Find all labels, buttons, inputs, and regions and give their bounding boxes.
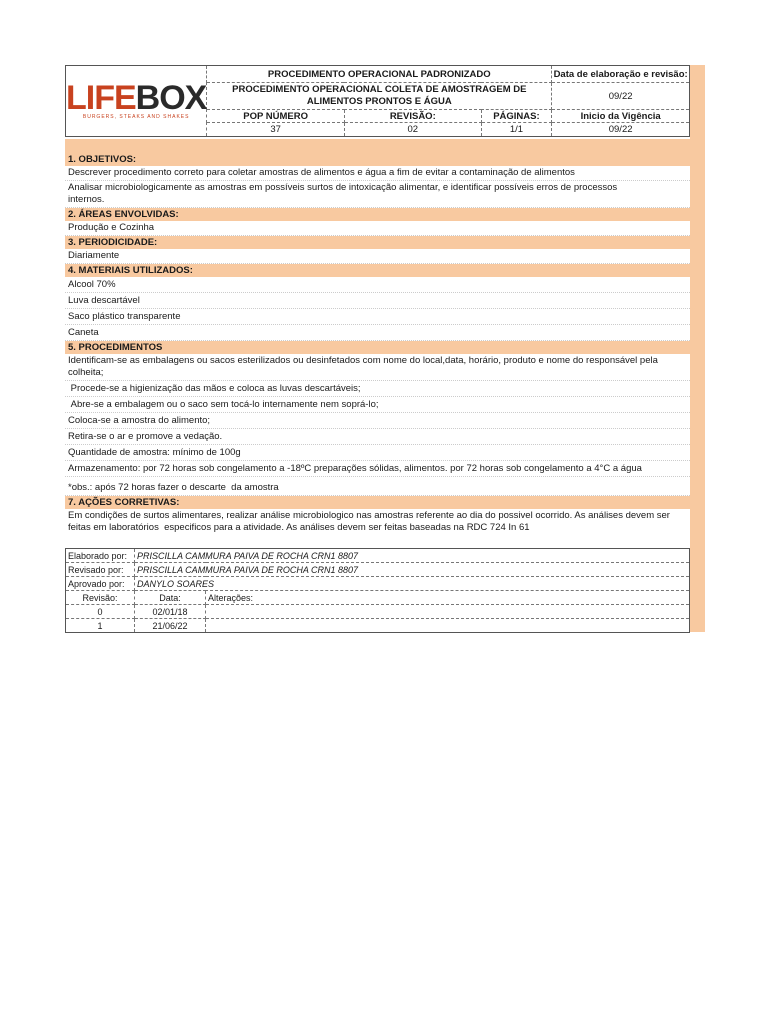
elaborated-value: PRISCILLA CAMMURA PAIVA DE ROCHA CRN1 8807: [135, 549, 690, 563]
section-procedimentos-title: 5. PROCEDIMENTOS: [65, 341, 690, 354]
logo: LIFEBOX BURGERS, STEAKS AND SHAKES: [66, 66, 207, 137]
date-label: Data de elaboração e revisão:: [552, 66, 690, 83]
materiais-item: Saco plástico transparente: [65, 309, 690, 325]
pages-label: PÁGINAS:: [481, 110, 552, 123]
procedimentos-obs: *obs.: após 72 horas fazer o descarte da amostra: [65, 477, 690, 496]
approved-label: Aprovado por:: [66, 577, 135, 591]
procedimentos-item: Quantidade de amostra: mínimo de 100g: [65, 445, 690, 461]
revision-value: 02: [344, 123, 481, 137]
document-subtitle: PROCEDIMENTO OPERACIONAL COLETA DE AMOSTRAGEM DE ALIMENTOS PRONTOS E ÁGUA: [207, 83, 552, 110]
objetivos-line-2: Analisar microbiologicamente as amostras em possíveis surtos de intoxicação alimentar, e identificar possíveis erros de processos internos.: [65, 181, 690, 208]
col-date-header: Data:: [135, 591, 206, 605]
procedimentos-item: Procede-se a higienização das mãos e coloca as luvas descartáveis;: [65, 381, 690, 397]
materiais-item: Caneta: [65, 325, 690, 341]
revision-changes: [206, 605, 690, 619]
approval-table: [65, 548, 690, 633]
section-acoes-title: 7. AÇÕES CORRETIVAS:: [65, 496, 690, 509]
procedimentos-item: Abre-se a embalagem ou o saco sem tocá-lo internamente nem soprá-lo;: [65, 397, 690, 413]
reviewed-label: Revisado por:: [66, 563, 135, 577]
procedimentos-item: Retira-se o ar e promove a vedação.: [65, 429, 690, 445]
elaborated-label: Elaborado por:: [66, 549, 135, 563]
reviewed-value: PRISCILLA CAMMURA PAIVA DE ROCHA CRN1 8807: [135, 563, 690, 577]
procedimentos-item: Armazenamento: por 72 horas sob congelamento a -18ºC preparações sólidas, alimentos. por 72 horas sob congelamento a 4°C a água: [65, 461, 690, 477]
materiais-item: Luva descartável: [65, 293, 690, 309]
revision-label: REVISÃO:: [344, 110, 481, 123]
acoes-line-1: Em condições de surtos alimentares, realizar análise microbiologico nas amostras referente ao dia do possivel ocorrido. As análises devem ser feitas em laboratórios especificos para a atividade. As análises devem ser feitas baseadas na RDC 724 In 61: [68, 510, 673, 533]
document-title: PROCEDIMENTO OPERACIONAL PADRONIZADO: [207, 66, 552, 83]
procedimentos-item: Coloca-se a amostra do alimento;: [65, 413, 690, 429]
revision-row: [66, 619, 690, 633]
header-separator: [65, 139, 690, 153]
pages-value: 1/1: [481, 123, 552, 137]
right-margin-strip: [690, 65, 705, 632]
areas-line-1: Produção e Cozinha: [65, 221, 690, 236]
date-value: 09/22: [552, 83, 690, 110]
procedimentos-item: Identificam-se as embalagens ou sacos esterilizados ou desinfetados com nome do local,data, horário, produto e nome do responsável pela colheita;: [65, 354, 690, 381]
section-periodicidade-title: 3. PERIODICIDADE:: [65, 236, 690, 249]
revision-row: [66, 605, 690, 619]
validity-label: Inicio da Vigência: [552, 110, 690, 123]
col-changes-header: Alterações:: [206, 591, 690, 605]
procedure-body: [65, 153, 690, 535]
section-materiais-title: 4. MATERIAIS UTILIZADOS:: [65, 264, 690, 277]
objetivos-line-1: Descrever procedimento correto para coletar amostras de alimentos e água a fim de evitar a contaminação de alimentos: [65, 166, 690, 181]
col-revision-header: Revisão:: [66, 591, 135, 605]
pop-value: 37: [207, 123, 345, 137]
validity-value: 09/22: [552, 123, 690, 137]
approved-value: DANYLO SOARES: [135, 577, 690, 591]
section-objetivos-title: 1. OBJETIVOS:: [65, 153, 690, 166]
pop-label: POP NÚMERO: [207, 110, 345, 123]
revision-number: 0: [66, 605, 135, 619]
header-table: [65, 65, 690, 137]
materiais-item: Alcool 70%: [65, 277, 690, 293]
revision-changes: [206, 619, 690, 633]
revision-date: 02/01/18: [135, 605, 206, 619]
revision-date: 21/06/22: [135, 619, 206, 633]
section-areas-title: 2. ÁREAS ENVOLVIDAS:: [65, 208, 690, 221]
revision-number: 1: [66, 619, 135, 633]
periodicidade-line-1: Diariamente: [65, 249, 690, 264]
